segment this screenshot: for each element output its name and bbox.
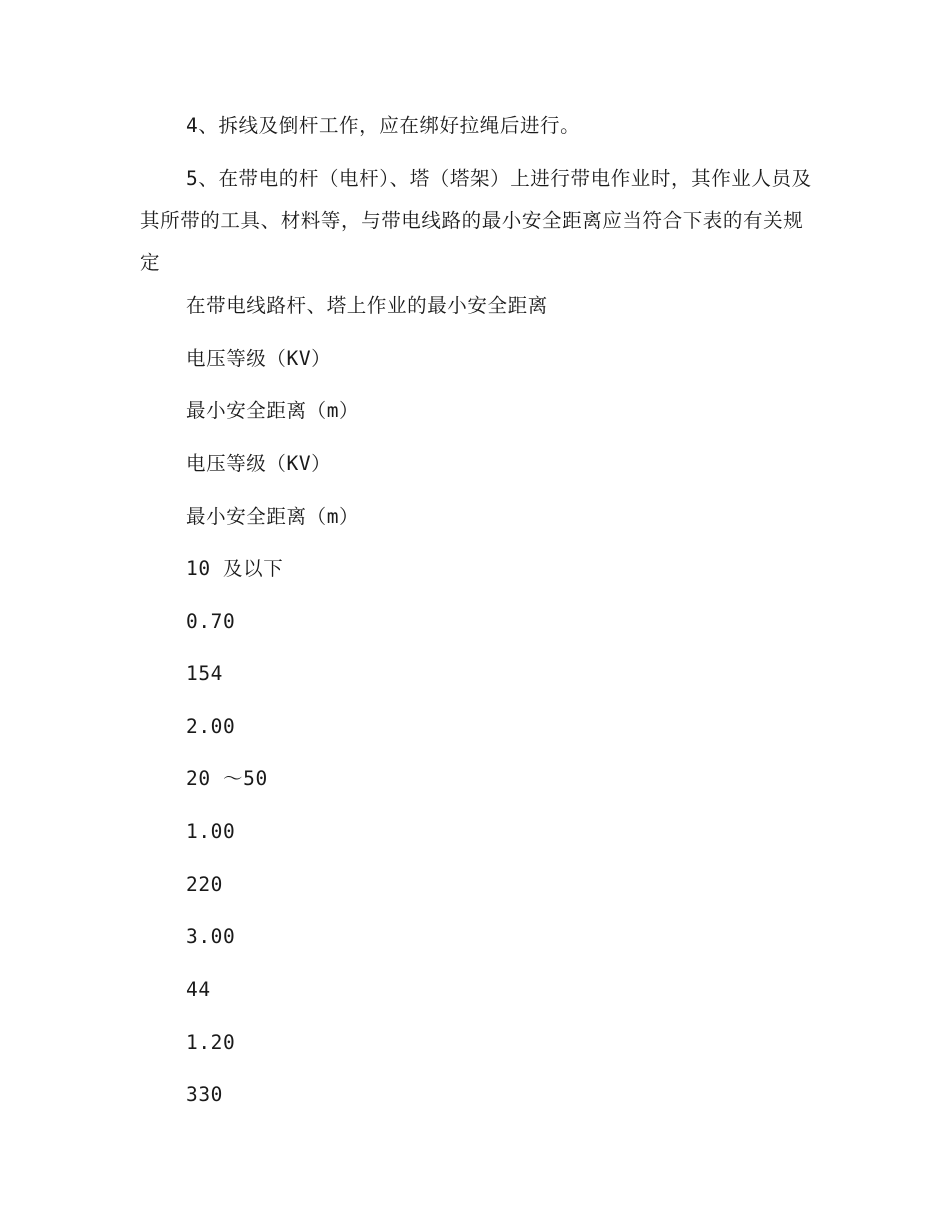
table-cell: 154 <box>186 662 224 685</box>
paragraph-item-4: 4、拆线及倒杆工作，应在绑好拉绳后进行。 <box>186 114 581 137</box>
table-header-distance-1: 最小安全距离（m） <box>186 399 360 422</box>
table-cell: 330 <box>186 1083 224 1106</box>
table-cell: 1.20 <box>186 1031 236 1054</box>
table-cell: 44 <box>186 978 211 1001</box>
table-cell: 220 <box>186 873 224 896</box>
table-title: 在带电线路杆、塔上作业的最小安全距离 <box>186 294 548 317</box>
table-cell: 3.00 <box>186 925 236 948</box>
table-header-distance-2: 最小安全距离（m） <box>186 505 360 528</box>
table-cell: 1.00 <box>186 820 236 843</box>
table-header-voltage-1: 电压等级（KV） <box>186 347 332 370</box>
table-cell: 0.70 <box>186 610 236 633</box>
table-header-voltage-2: 电压等级（KV） <box>186 452 332 475</box>
table-cell: 10 及以下 <box>186 557 284 580</box>
table-cell: 20 ～50 <box>186 767 268 790</box>
table-cell: 2.00 <box>186 715 236 738</box>
paragraph-item-5: 5、在带电的杆（电杆）、塔（塔架）上进行带电作业时，其作业人员及其所带的工具、材料等，与带电线路的最小安全距离应当符合下表的有关规定 <box>140 167 812 274</box>
